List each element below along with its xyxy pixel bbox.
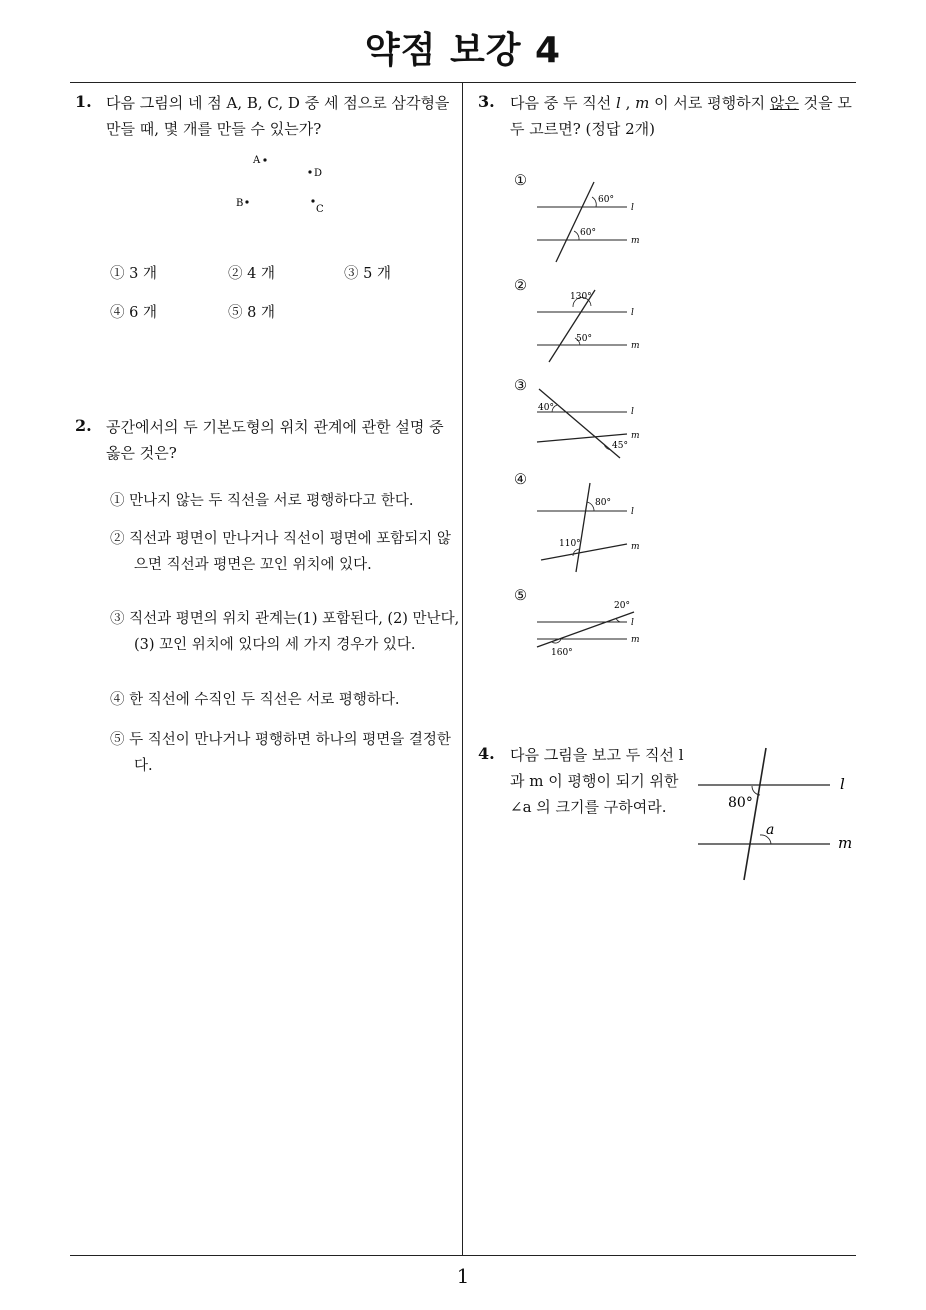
q2-text: 공간에서의 두 기본도형의 위치 관계에 관한 설명 중 옳은 것은?	[106, 418, 444, 462]
q1-points-figure	[220, 148, 340, 218]
q3-figure-5	[530, 595, 650, 665]
point-C-label: C	[316, 204, 324, 215]
point-D-label: D	[314, 168, 323, 179]
q2-option-3[interactable]: ③ 직선과 평면의 위치 관계는(1) 포함된다, (2) 만난다, (3) 꼬인 위치에 있다의 세 가지 경우가 있다.	[110, 611, 460, 653]
q4-number: 4.	[478, 744, 495, 763]
column-divider	[462, 83, 463, 1255]
q4-text: 다음 그림을 보고 두 직선 l 과 m 이 평행이 되기 위한 ∠a 의 크기를 구하여라.	[510, 746, 684, 816]
fig5-line-m: m	[631, 635, 640, 645]
top-rule	[70, 82, 856, 83]
fig1-bottom-angle: 60°	[580, 228, 596, 238]
q2-number: 2.	[75, 416, 92, 435]
q3-number: 3.	[478, 92, 495, 111]
q1-option-4[interactable]: ④ 6 개	[110, 305, 157, 321]
point-A-label: A	[253, 155, 261, 166]
q3-option-3-label[interactable]: ③	[514, 378, 527, 394]
fig4-top-angle: 80°	[595, 498, 611, 508]
page-title: 약점 보강 4	[364, 30, 562, 71]
point-B	[245, 200, 248, 203]
q3-figure-2	[530, 285, 650, 370]
q4-angle-label: 80°	[728, 795, 753, 811]
q4-line-m: m	[838, 834, 853, 852]
fig2-bottom-angle: 50°	[576, 334, 592, 344]
q4-line-l: l	[840, 775, 845, 793]
q3-option-2-label[interactable]: ②	[514, 278, 527, 294]
q1-option-2[interactable]: ② 4 개	[228, 266, 275, 282]
point-A	[263, 158, 266, 161]
q3-text	[510, 90, 860, 142]
q3-option-1-label[interactable]: ①	[514, 173, 527, 189]
q3-figure-3	[530, 383, 650, 463]
point-B-label: B	[236, 198, 244, 209]
q2-option-2[interactable]: ② 직선과 평면이 만나거나 직선이 평면에 포함되지 않으면 직선과 평면은 꼬인 위치에 있다.	[110, 531, 451, 573]
q2-option-5[interactable]: ⑤ 두 직선이 만나거나 평행하면 하나의 평면을 결정한다.	[110, 732, 451, 774]
fig3-line-l: l	[631, 407, 634, 417]
fig3-bottom-angle: 45°	[612, 441, 628, 451]
point-D	[308, 170, 311, 173]
q1-number: 1.	[75, 92, 92, 111]
page-number: 1	[456, 1264, 470, 1288]
fig1-line-m: m	[631, 236, 640, 246]
q1-option-3[interactable]: ③ 5 개	[344, 266, 391, 282]
fig4-bottom-angle: 110°	[559, 539, 581, 549]
q3-figure-1	[530, 180, 650, 270]
fig2-line-l: l	[631, 308, 634, 318]
q3-line-l: l	[616, 94, 621, 112]
q2-option-4[interactable]: ④ 한 직선에 수직인 두 직선은 서로 평행하다.	[110, 692, 400, 708]
q3-line-m: m	[635, 94, 650, 112]
fig2-line-m: m	[631, 341, 640, 351]
q4-angle-a: a	[766, 822, 775, 838]
fig5-top-angle: 20°	[614, 601, 630, 611]
fig2-top-angle: 130°	[570, 292, 592, 302]
q1-option-5[interactable]: ⑤ 8 개	[228, 305, 275, 321]
q1-text: 다음 그림의 네 점 A, B, C, D 중 세 점으로 삼각형을 만들 때, 몇 개를 만들 수 있는가?	[106, 94, 450, 138]
fig5-line-l: l	[631, 618, 634, 628]
fig1-line-l: l	[631, 203, 634, 213]
q3-text-part-b: 이 서로 평행하지	[649, 94, 770, 112]
q3-option-4-label[interactable]: ④	[514, 472, 527, 488]
fig4-line-l: l	[631, 507, 634, 517]
q1-option-1[interactable]: ① 3 개	[110, 266, 157, 282]
q3-text-part-a: 다음 중 두 직선	[510, 94, 617, 112]
q4-figure	[690, 742, 865, 887]
fig3-line-m: m	[631, 431, 640, 441]
fig3-top-angle: 40°	[538, 403, 554, 413]
q2-option-1[interactable]: ① 만나지 않는 두 직선을 서로 평행하다고 한다.	[110, 493, 414, 509]
q3-option-5-label[interactable]: ⑤	[514, 588, 527, 604]
q3-underlined-word: 않은	[769, 94, 799, 112]
q3-figure-4	[530, 480, 650, 575]
point-C	[311, 199, 314, 202]
q3-text-part-c: 것을 모두 고르면? (정답 2개)	[510, 94, 852, 138]
fig4-line-m: m	[631, 542, 640, 552]
q3-comma: ,	[620, 94, 636, 112]
fig1-top-angle: 60°	[598, 195, 614, 205]
bottom-rule	[70, 1255, 856, 1256]
fig5-bottom-angle: 160°	[551, 648, 573, 658]
